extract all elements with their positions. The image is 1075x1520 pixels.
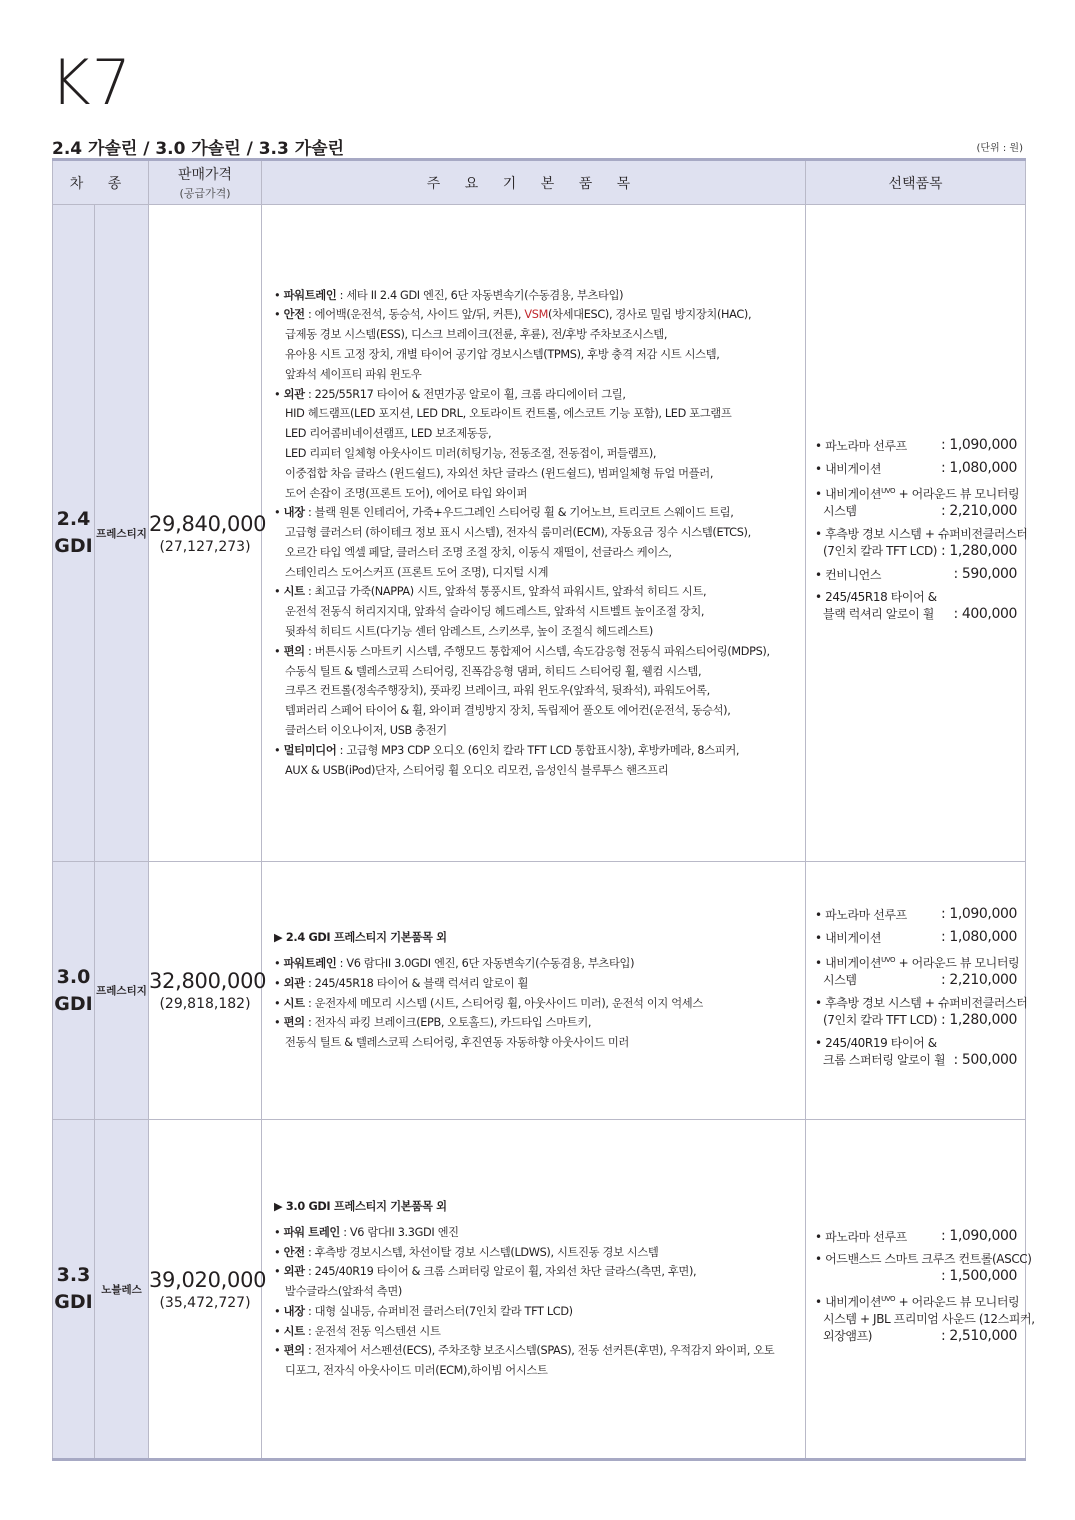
list-item: • 외관 : 245/45R18 타이어 & 블랙 럭셔리 알로이 휠	[274, 976, 529, 990]
list-item: • 안전 : 후측방 경보시스템, 차선이탈 경보 시스템(LDWS), 시트진동 경보 시스템	[274, 1245, 659, 1259]
list-item: • 편의 : 버튼시동 스마트키 시스템, 주행모드 통합제어 시스템, 속도감응형 전동식 파워스티어링(MDPS), 수동식 틸트 & 텔레스코픽 스티어링, 진폭감응형 댐퍼, 히티드 스티어링 휠, 웰컴 시스템, 크루즈 컨트롤(정속주행장치), 풋파킹 브레이크, 파워 윈도우(앞좌석, 뒷좌석), 파워도어록, 템퍼러리 스페어 타이어 & 휠, 와이퍼 결빙방지 장치, 독립제어 풀오토 에어컨(운전석, 동승석), 클러스터 이오나이저, USB 충전기	[274, 644, 770, 738]
price-cell	[149, 862, 267, 1120]
list-item: • 파워트레인 : 세타 II 2.4 GDI 엔진, 6단 자동변속기(수동겸용, 부츠타입)	[274, 288, 624, 302]
option-item: • 내비게이션$^{UVO}$ + 어라운드 뷰 모니터링 시스템 : 2,210,000	[815, 956, 1020, 988]
list-item: • 안전 : 에어백(운전석, 동승석, 사이드 앞/뒤, 커튼), VSM(차세대ESC), 경사로 밀림 방지장치(HAC), 급제동 경보 시스템(ESS), 디스크 브레이크(전륜, 후륜), 전/후방 주차보조시스템, 유아용 시트 고정 장치, 개별 타이어 공기압 경보시스템(TPMS), 후방 충격 저감 시트 시스템, 앞좌석 세이프티 파워 윈도우	[274, 308, 752, 381]
table-row	[53, 862, 1026, 1120]
basic-items	[262, 862, 806, 1120]
option-item: • 내비게이션 : 1,080,000	[815, 929, 1017, 945]
basic-items	[262, 205, 806, 862]
engine-cell: 2.4 GDI	[53, 205, 95, 862]
option-item: • 내비게이션$^{UVO}$ + 어라운드 뷰 모니터링 시스템 + JBL 프리미엄 사운드 (12스피커, 외장앰프) : 2,510,000	[815, 1294, 1035, 1344]
table-row	[53, 1120, 1026, 1460]
sale-price: 29,840,000	[149, 511, 267, 536]
engine-cell: 3.3 GDI	[53, 1120, 95, 1460]
list-item: • 내장 : 블랙 원톤 인테리어, 가죽+우드그레인 스티어링 휠 & 기어노브, 트리코트 스웨이드 트림, 고급형 클러스터 (하이테크 정보 표시 시스템), 전자식 룸미러(ECM), 자동요금 징수 시스템(ETCS), 오르간 타입 엑셀 페달, 클러스터 조명 조절 장치, 이동식 재떨이, 선글라스 케이스, 스테인리스 도어스커프 (프론트 도어 조명), 디지털 시계	[274, 506, 751, 579]
unit-note: (단위 : 원)	[976, 143, 1023, 154]
header-model: 차 종	[53, 160, 149, 205]
supply-price: (29,818,182)	[159, 996, 251, 1012]
supply-price: (35,472,727)	[159, 1294, 251, 1311]
items-heading: ▶ 2.4 GDI 프레스티지 기본품목 외	[274, 931, 447, 945]
basic-items	[262, 1120, 806, 1460]
page-subtitle: 2.4 가솔린 / 3.0 가솔린 / 3.3 가솔린	[52, 139, 344, 159]
option-item: • 파노라마 선루프 : 1,090,000	[815, 906, 1017, 922]
price-cell	[149, 205, 267, 862]
list-item: • 시트 : 최고급 가죽(NAPPA) 시트, 앞좌석 통풍시트, 앞좌석 파워시트, 앞좌석 히티드 시트, 운전석 전동식 허리지지대, 앞좌석 슬라이딩 헤드레스트, 앞좌석 시트벨트 높이조절 장치, 뒷좌석 히티드 시트(다기능 센터 암레스트, 스키쓰루, 높이 조절식 헤드레스트)	[274, 585, 707, 639]
price-cell	[149, 1120, 267, 1460]
table-header	[53, 160, 1026, 205]
items-heading: ▶ 3.0 GDI 프레스티지 기본품목 외	[274, 1199, 447, 1213]
list-item: • 편의 : 전자제어 서스펜션(ECS), 주차조향 보조시스템(SPAS), 전동 선커튼(후면), 우적감지 와이퍼, 오토 디포그, 전자식 아웃사이드 미러(ECM),하이빔 어시스트	[274, 1344, 775, 1378]
header-items: 주 요 기 본 품 목	[262, 160, 806, 205]
list-item: • 멀티미디어 : 고급형 MP3 CDP 오디오 (6인치 칼라 TFT LCD 통합표시창), 후방카메라, 8스피커, AUX & USB(iPod)단자, 스티어링 휠 오디오 리모컨, 음성인식 블루투스 핸즈프리	[274, 743, 740, 777]
option-item: • 컨비니언스 : 590,000	[815, 566, 1017, 582]
sale-price: 39,020,000	[149, 1267, 267, 1292]
option-item: • 어드밴스드 스마트 크루즈 컨트롤(ASCC) : 1,500,000	[815, 1251, 1032, 1284]
option-items	[806, 862, 1026, 1120]
option-item: • 245/45R18 타이어 & 블랙 럭셔리 알로이 휠 : 400,000	[815, 590, 1017, 622]
trim-cell: 프레스티지	[95, 205, 149, 862]
option-item: • 내비게이션$^{UVO}$ + 어라운드 뷰 모니터링 시스템 : 2,210,000	[815, 487, 1020, 519]
option-items	[806, 205, 1026, 862]
trim-cell: 노블레스	[95, 1120, 149, 1460]
list-item: • 파워트레인 : V6 람다II 3.0GDI 엔진, 6단 자동변속기(수동겸용, 부츠타입)	[274, 956, 635, 970]
option-item: • 내비게이션 : 1,080,000	[815, 460, 1017, 476]
table-row	[53, 205, 1026, 862]
list-item: • 외관 : 225/55R17 타이어 & 전면가공 알로이 휠, 크롬 라디에이터 그릴, HID 헤드램프(LED 포지션, LED DRL, 오토라이트 컨트롤, 에스코트 기능 포함), LED 포그램프 LED 리어콤비네이션램프, LED 보조제동등, LED 리피터 일체형 아웃사이드 미러(히팅기능, 전동조절, 전동접이, 퍼들램프), 이중접합 차음 글라스 (윈드쉴드), 자외선 차단 글라스 (윈드쉴드), 범퍼일체형 듀얼 머플러, 도어 손잡이 조명(프론트 도어), 에어로 타입 와이퍼	[274, 387, 732, 500]
list-item: • 편의 : 전자식 파킹 브레이크(EPB, 오토홀드), 카드타입 스마트키, 전동식 틸트 & 텔레스코픽 스티어링, 후진연동 자동하향 아웃사이드 미러	[274, 1016, 629, 1050]
header-options: 선택품목	[806, 160, 1026, 205]
list-item: • 시트 : 운전자세 메모리 시스템 (시트, 스티어링 휠, 아웃사이드 미러), 운전석 이지 억세스	[274, 996, 703, 1010]
list-item: • 외관 : 245/40R19 타이어 & 크롬 스퍼터링 알로이 휠, 자외선 차단 글라스(측면, 후면), 발수글라스(앞좌석 측면)	[274, 1265, 697, 1299]
sale-price: 32,800,000	[149, 969, 267, 993]
list-item: • 파워 트레인 : V6 람다II 3.3GDI 엔진	[274, 1225, 459, 1239]
trim-cell: 프레스티지	[95, 862, 149, 1120]
option-item: • 파노라마 선루프 : 1,090,000	[815, 1227, 1017, 1244]
option-item: • 245/40R19 타이어 & 크롬 스퍼터링 알로이 휠 : 500,000	[815, 1036, 1017, 1068]
option-items	[806, 1120, 1035, 1460]
price-table	[52, 158, 1035, 1461]
supply-price: (27,127,273)	[159, 538, 251, 555]
option-item: • 파노라마 선루프 : 1,090,000	[815, 437, 1017, 453]
list-item: • 시트 : 운전석 전동 익스텐션 시트	[274, 1324, 441, 1338]
header-price: 판매가격 (공급가격)	[149, 160, 262, 205]
brand-title: K7	[50, 46, 133, 119]
engine-cell: 3.0 GDI	[53, 862, 95, 1120]
option-item: • 후측방 경보 시스템 + 슈퍼비전클러스터 (7인치 칼라 TFT LCD) : 1,280,000	[815, 527, 1028, 559]
list-item: • 내장 : 대형 실내등, 슈퍼비전 클러스터(7인치 칼라 TFT LCD)	[274, 1304, 573, 1318]
option-item: • 후측방 경보 시스템 + 슈퍼비전클러스터 (7인치 칼라 TFT LCD) : 1,280,000	[815, 996, 1028, 1028]
